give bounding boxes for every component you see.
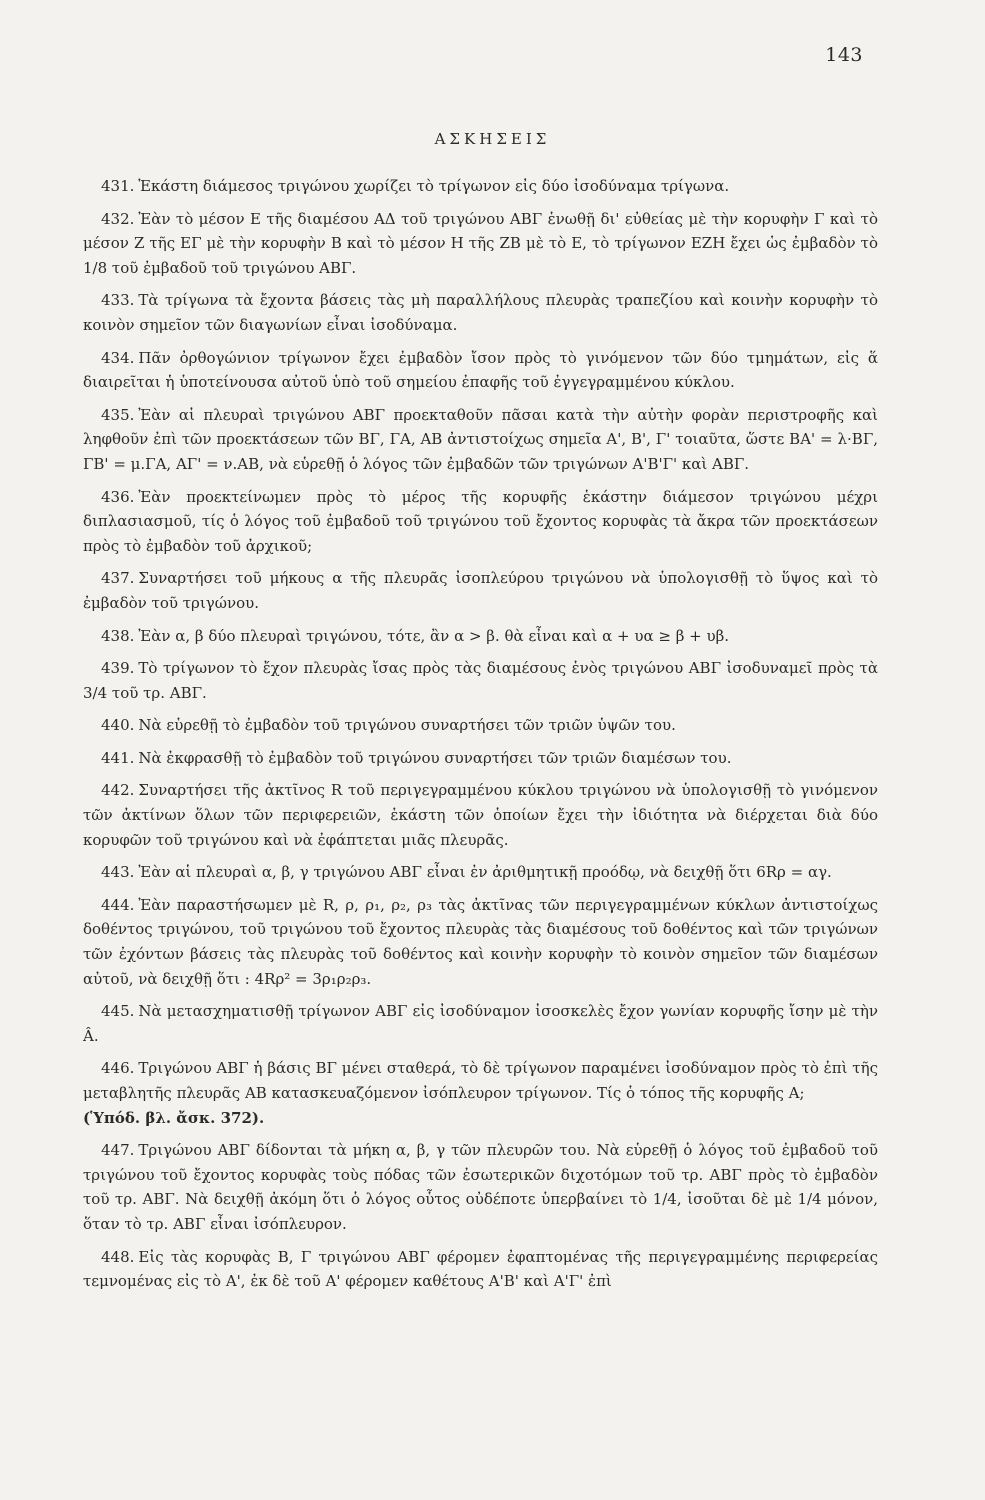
exercise-text: Συναρτήσει τοῦ μήκους α τῆς πλευρᾶς ἰσοπλεύρου τριγώνου νὰ ὑπολογισθῇ τὸ ὕψος καὶ τὸ ἐμβαδὸν τοῦ τριγώνου. <box>83 569 878 612</box>
exercise-437 <box>83 566 878 615</box>
exercise-text: Ἑκάστη διάμεσος τριγώνου χωρίζει τὸ τρίγωνον εἰς δύο ἰσοδύναμα τρίγωνα. <box>138 177 730 195</box>
exercise-443 <box>83 860 878 885</box>
exercise-442 <box>83 778 878 852</box>
exercise-number: 431. <box>101 177 135 195</box>
exercise-number: 433. <box>101 291 135 310</box>
exercise-number: 442. <box>101 781 135 800</box>
exercise-number: 440. <box>101 716 135 735</box>
exercise-438 <box>83 624 878 649</box>
exercise-text: Νὰ ἐκφρασθῇ τὸ ἐμβαδὸν τοῦ τριγώνου συναρτήσει τῶν τριῶν διαμέσων του. <box>138 748 732 767</box>
exercise-433 <box>83 288 878 337</box>
exercise-text: Πᾶν ὀρθογώνιον τρίγωνον ἔχει ἐμβαδὸν ἴσον πρὸς τὸ γινόμενον τῶν δύο τμημάτων, εἰς ἅ διαιρεῖται ἡ ὑποτείνουσα αὐτοῦ ὑπὸ τοῦ σημείου ἐπαφῆς τοῦ ἐγγεγραμμένου κύκλου. <box>83 348 878 392</box>
exercise-text: Νὰ μετασχηματισθῇ τρίγωνον ΑΒΓ εἰς ἰσοδύναμον ἰσοσκελὲς ἔχον γωνίαν κορυφῆς ἴσην μὲ τὴν Â. <box>83 1002 878 1045</box>
exercise-number: 441. <box>101 748 135 767</box>
exercise-text: Τὸ τρίγωνον τὸ ἔχον πλευρὰς ἴσας πρὸς τὰς διαμέσους ἑνὸς τριγώνου ΑΒΓ ἰσοδυναμεῖ πρὸς τὰ 3/4 τοῦ τρ. ΑΒΓ. <box>83 659 878 702</box>
exercise-447 <box>83 1138 878 1236</box>
exercise-445 <box>83 999 878 1048</box>
exercise-number: 438. <box>101 626 135 645</box>
exercise-hint: (Ὑπόδ. βλ. ἄσκ. 372). <box>83 1108 265 1127</box>
exercise-441 <box>83 746 878 771</box>
page-number: 143 <box>825 44 863 66</box>
exercise-432 <box>83 207 878 281</box>
exercise-text: Ἐὰν προεκτείνωμεν πρὸς τὸ μέρος τῆς κορυφῆς ἑκάστην διάμεσον τριγώνου μέχρι διπλασιασμοῦ, τίς ὁ λόγος τοῦ ἐμβαδοῦ τοῦ τριγώνου τοῦ ἔχοντος κορυφὰς τὰ ἄκρα τῶν προεκτάσεων πρὸς τὸ ἐμβαδὸν τοῦ ἀρχικοῦ; <box>83 487 878 555</box>
exercise-number: 447. <box>101 1141 135 1160</box>
exercise-439 <box>83 656 878 705</box>
exercise-text: Ἐὰν α, β δύο πλευραὶ τριγώνου, τότε, ἂν α > β. θὰ εἶναι καὶ α + υα ≥ β + υβ. <box>138 626 730 645</box>
exercise-444 <box>83 893 878 991</box>
exercise-number: 443. <box>101 863 135 882</box>
exercise-number: 446. <box>101 1059 135 1078</box>
exercise-text: Νὰ εὑρεθῇ τὸ ἐμβαδὸν τοῦ τριγώνου συναρτήσει τῶν τριῶν ὑψῶν του. <box>138 716 676 735</box>
exercise-text: Τριγώνου ΑΒΓ δίδονται τὰ μήκη α, β, γ τῶν πλευρῶν του. Νὰ εὑρεθῇ ὁ λόγος τοῦ ἐμβαδοῦ τοῦ τριγώνου τοῦ ἔχοντος κορυφὰς τοὺς πόδας τῶν ἐσωτερικῶν διχοτόμων τοῦ τρ. ΑΒΓ πρὸς τὸ ἐμβαδὸν τοῦ τρ. ΑΒΓ. Νὰ δειχθῇ ἀκόμη ὅτι ὁ λόγος οὗτος οὐδέποτε ὑπερβαίνει τὸ 1/4, ἰσοῦται δὲ μὲ 1/4 μόνον, ὅταν τὸ τρ. ΑΒΓ εἶναι ἰσόπλευρον. <box>83 1141 878 1233</box>
exercise-text: Ἐὰν τὸ μέσον Ε τῆς διαμέσου ΑΔ τοῦ τριγώνου ΑΒΓ ἑνωθῇ δι' εὐθείας μὲ τὴν κορυφὴν Γ καὶ τὸ μέσον Ζ τῆς ΕΓ μὲ τὴν κορυφὴν Β καὶ τὸ μέσον Η τῆς ΖΒ μὲ τὸ Ε, τὸ τρίγωνον ΕΖΗ ἔχει ὡς ἐμβαδὸν τὸ 1/8 τοῦ ἐμβαδοῦ τοῦ τριγώνου ΑΒΓ. <box>83 209 878 277</box>
exercise-440 <box>83 713 878 738</box>
exercise-text: Ἐὰν αἱ πλευραὶ α, β, γ τριγώνου ΑΒΓ εἶναι ἐν ἀριθμητικῇ προόδῳ, νὰ δειχθῇ ὅτι 6Rρ = αγ. <box>138 863 832 882</box>
exercise-text: Εἰς τὰς κορυφὰς Β, Γ τριγώνου ΑΒΓ φέρομεν ἐφαπτομένας τῆς περιγεγραμμένης περιφερείας τεμνομένας εἰς τὸ Α', ἐκ δὲ τοῦ Α' φέρομεν καθέτους Α'Β' καὶ Α'Γ' ἐπὶ <box>83 1247 878 1291</box>
exercise-number: 439. <box>101 659 135 678</box>
exercise-435 <box>83 403 878 477</box>
exercise-list <box>83 174 878 1302</box>
exercise-448 <box>83 1245 878 1294</box>
exercise-text: Ἐὰν παραστήσωμεν μὲ R, ρ, ρ₁, ρ₂, ρ₃ τὰς ἀκτῖνας τῶν περιγεγραμμένων κύκλων ἀντιστοίχως δοθέντος τριγώνου, τοῦ τριγώνου τοῦ ἔχοντος πλευρὰς τὰς διαμέσους τοῦ δοθέντος καὶ τῶν τριγώνων τῶν ἐχόντων βάσεις τὰς πλευρὰς τοῦ δοθέντος καὶ κοινὴν κορυφὴν τὸ κοινὸν σημεῖον τῶν διαμέσων αὐτοῦ, νὰ δειχθῇ ὅτι : 4Rρ² = 3ρ₁ρ₂ρ₃. <box>83 895 878 988</box>
exercise-446 <box>83 1056 878 1130</box>
exercise-text: Τριγώνου ΑΒΓ ἡ βάσις ΒΓ μένει σταθερά, τὸ δὲ τρίγωνον παραμένει ἰσοδύναμον πρὸς τὸ ἐπὶ τῆς μεταβλητῆς πλευρᾶς ΑΒ κατασκευαζόμενον ἰσόπλευρον τρίγωνον. Τίς ὁ τόπος τῆς κορυφῆς Α; <box>83 1059 878 1102</box>
exercise-text: Συναρτήσει τῆς ἀκτῖνος R τοῦ περιγεγραμμένου κύκλου τριγώνου νὰ ὑπολογισθῇ τὸ γινόμενον τῶν ἀκτίνων ὅλων τῶν περιφερειῶν, ἑκάστη τῶν ὁποίων ἔχει τὴν ἰδιότητα νὰ διέρχεται διὰ δύο κορυφῶν τοῦ τριγώνου καὶ νὰ ἐφάπτεται μιᾶς πλευρᾶς. <box>83 781 878 849</box>
exercise-431 <box>83 174 878 199</box>
exercise-number: 445. <box>101 1002 135 1021</box>
exercise-434 <box>83 346 878 395</box>
exercise-number: 434. <box>101 348 135 367</box>
exercise-number: 437. <box>101 569 135 588</box>
exercise-number: 448. <box>101 1247 135 1266</box>
exercise-number: 432. <box>101 209 135 228</box>
exercise-number: 435. <box>101 405 135 424</box>
exercise-text: Ἐὰν αἱ πλευραὶ τριγώνου ΑΒΓ προεκταθοῦν πᾶσαι κατὰ τὴν αὐτὴν φορὰν περιστροφῆς καὶ ληφθοῦν ἐπὶ τῶν προεκτάσεων τῶν ΒΓ, ΓΑ, ΑΒ ἀντιστοίχως σημεῖα Α', Β', Γ' τοιαῦτα, ὥστε ΒΑ' = λ·ΒΓ, ΓΒ' = μ.ΓΑ, ΑΓ' = ν.ΑΒ, νὰ εὑρεθῇ ὁ λόγος τῶν ἐμβαδῶν τῶν τριγώνων Α'Β'Γ' καὶ ΑΒΓ. <box>83 405 878 473</box>
exercise-number: 444. <box>101 895 135 914</box>
exercise-number: 436. <box>101 487 135 506</box>
exercise-text: Τὰ τρίγωνα τὰ ἔχοντα βάσεις τὰς μὴ παραλλήλους πλευρὰς τραπεζίου καὶ κοινὴν κορυφὴν τὸ κοινὸν σημεῖον τῶν διαγωνίων εἶναι ἰσοδύναμα. <box>83 291 878 334</box>
exercise-436 <box>83 485 878 559</box>
section-title: ΑΣΚΗΣΕΙΣ <box>434 130 551 148</box>
